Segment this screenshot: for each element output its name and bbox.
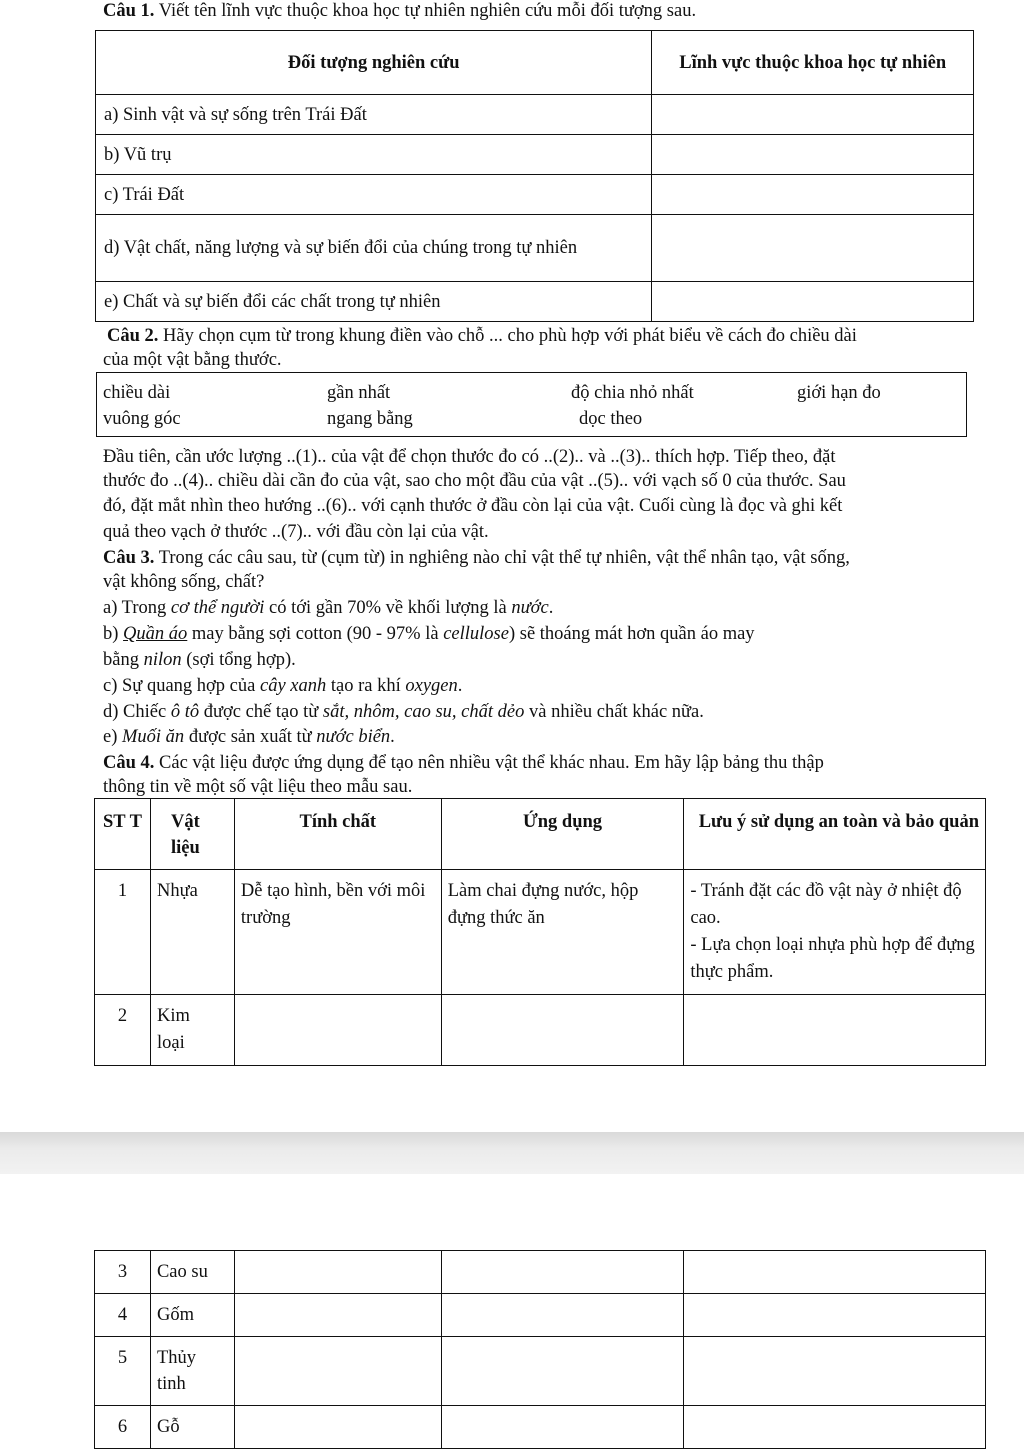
q4-row6-application-cell[interactable] bbox=[441, 1406, 684, 1449]
q2-paragraph-line: thước đo ..(4).. chiều dài cần đo của vật, sao cho một đầu của vật ..(5).. với vạch số 0 của thước. Sau bbox=[103, 471, 846, 491]
q1-answer-cell-b[interactable] bbox=[652, 135, 974, 175]
q1-col-object: Đối tượng nghiên cứu bbox=[96, 31, 652, 95]
word-option: ngang bằng bbox=[327, 409, 413, 429]
table-row bbox=[96, 282, 974, 322]
q3-item-a: a) Trong cơ thể người có tới gần 70% về khối lượng là nước. bbox=[103, 598, 554, 618]
q4-row5-stt: 5 bbox=[95, 1337, 151, 1406]
table-row bbox=[95, 1406, 986, 1449]
table-row bbox=[96, 215, 974, 282]
q1-answer-cell-e[interactable] bbox=[652, 282, 974, 322]
table-row bbox=[95, 995, 986, 1066]
q4-prompt-text: Các vật liệu được ứng dụng để tạo nên nhiều vật thể khác nhau. Em hãy lập bảng thu thập bbox=[154, 753, 824, 773]
q1-object-b: b) Vũ trụ bbox=[96, 135, 652, 175]
q3-item-c: c) Sự quang hợp của cây xanh tạo ra khí oxygen. bbox=[103, 676, 463, 696]
q2-word-box bbox=[96, 372, 967, 437]
q4-row1-stt: 1 bbox=[95, 870, 151, 995]
q4-row1-safety-note: - Lựa chọn loại nhựa phù hợp để đựng thực phẩm. bbox=[690, 935, 975, 982]
q1-col-field: Lĩnh vực thuộc khoa học tự nhiên bbox=[652, 31, 974, 95]
q2-prompt-line1 bbox=[107, 324, 857, 348]
q2-paragraph-line: Đầu tiên, cần ước lượng ..(1).. của vật để chọn thước đo có ..(2).. và ..(3).. thích hợp. Tiếp theo, đặt bbox=[103, 447, 836, 467]
q4-row2-stt: 2 bbox=[95, 995, 151, 1066]
q1-answer-cell-a[interactable] bbox=[652, 95, 974, 135]
q1-object-e: e) Chất và sự biến đổi các chất trong tự nhiên bbox=[96, 282, 652, 322]
q4-row1-application: Làm chai đựng nước, hộp đựng thức ăn bbox=[441, 870, 684, 995]
q3-item-b-cont: bằng nilon (sợi tổng hợp). bbox=[103, 650, 296, 670]
q4-prompt-line2: thông tin về một số vật liệu theo mẫu sau. bbox=[103, 777, 413, 797]
q4-row3-safety-cell[interactable] bbox=[684, 1251, 986, 1294]
q3-label: Câu 3. bbox=[103, 548, 155, 568]
q4-table-continued bbox=[94, 1250, 986, 1449]
q2-label: Câu 2. bbox=[107, 326, 159, 346]
q4-row6-material: Gỗ bbox=[150, 1406, 234, 1449]
q4-label: Câu 4. bbox=[103, 753, 155, 773]
q4-row5-application-cell[interactable] bbox=[441, 1337, 684, 1406]
q4-row1-property: Dễ tạo hình, bền với môi trường bbox=[234, 870, 441, 995]
q3-item-e: e) Muối ăn được sản xuất từ nước biển. bbox=[103, 727, 395, 747]
q1-table bbox=[95, 30, 974, 322]
q4-row4-stt: 4 bbox=[95, 1294, 151, 1337]
q4-row3-property-cell[interactable] bbox=[234, 1251, 441, 1294]
q3-prompt-line1 bbox=[103, 546, 850, 570]
q1-heading bbox=[103, 0, 696, 23]
document-page-2 bbox=[0, 1174, 1024, 1449]
q4-row1-safety bbox=[684, 870, 986, 995]
q4-col-stt: ST T bbox=[95, 799, 151, 870]
q1-answer-cell-d[interactable] bbox=[652, 215, 974, 282]
q2-prompt-line2: của một vật bằng thước. bbox=[103, 350, 282, 370]
q4-row4-property-cell[interactable] bbox=[234, 1294, 441, 1337]
q4-prompt-line1 bbox=[103, 751, 824, 775]
q4-row1-safety-note: - Tránh đặt các đồ vật này ở nhiệt độ cao. bbox=[690, 881, 962, 928]
table-row bbox=[95, 1294, 986, 1337]
q4-row4-safety-cell[interactable] bbox=[684, 1294, 986, 1337]
q3-prompt-text: Trong các câu sau, từ (cụm từ) in nghiêng nào chỉ vật thể tự nhiên, vật thể nhân tạo, vật sống, bbox=[154, 548, 850, 568]
q2-prompt-text: Hãy chọn cụm từ trong khung điền vào chỗ ... cho phù hợp với phát biểu về cách đo chiều dài bbox=[158, 326, 857, 346]
q4-col-property: Tính chất bbox=[234, 799, 441, 870]
q4-row4-application-cell[interactable] bbox=[441, 1294, 684, 1337]
word-option: độ chia nhỏ nhất bbox=[571, 383, 694, 403]
word-option: chiều dài bbox=[103, 383, 171, 403]
q1-table-header bbox=[96, 31, 974, 95]
q1-object-a: a) Sinh vật và sự sống trên Trái Đất bbox=[96, 95, 652, 135]
q4-row4-material: Gốm bbox=[150, 1294, 234, 1337]
q1-answer-cell-c[interactable] bbox=[652, 175, 974, 215]
q1-label: Câu 1. bbox=[103, 1, 155, 21]
q4-row3-material: Cao su bbox=[150, 1251, 234, 1294]
q1-object-c: c) Trái Đất bbox=[96, 175, 652, 215]
q4-table-header bbox=[95, 799, 986, 870]
q4-row2-safety-cell[interactable] bbox=[684, 995, 986, 1066]
q2-paragraph-line: đó, đặt mắt nhìn theo hướng ..(6).. với cạnh thước ở đầu còn lại của vật. Cuối cùng là đọc và ghi kết bbox=[103, 496, 843, 516]
q4-row2-material: Kim loại bbox=[150, 995, 234, 1066]
q4-row1-material: Nhựa bbox=[150, 870, 234, 995]
q4-row6-stt: 6 bbox=[95, 1406, 151, 1449]
q4-row5-safety-cell[interactable] bbox=[684, 1337, 986, 1406]
page-separator bbox=[0, 1132, 1024, 1174]
word-option: vuông góc bbox=[103, 409, 181, 429]
q4-row5-property-cell[interactable] bbox=[234, 1337, 441, 1406]
q4-col-application: Ứng dụng bbox=[441, 799, 684, 870]
word-option: dọc theo bbox=[579, 409, 643, 429]
q4-col-safety: Lưu ý sử dụng an toàn và bảo quản bbox=[684, 799, 986, 870]
q4-row2-property-cell[interactable] bbox=[234, 995, 441, 1066]
word-option: giới hạn đo bbox=[797, 383, 881, 403]
word-option: gần nhất bbox=[327, 383, 391, 403]
q4-row2-application-cell[interactable] bbox=[441, 995, 684, 1066]
q4-row5-material: Thủy tinh bbox=[150, 1337, 234, 1406]
q3-item-b: b) Quần áo may bằng sợi cotton (90 - 97% là cellulose) sẽ thoáng mát hơn quần áo may bbox=[103, 624, 755, 644]
table-row bbox=[96, 135, 974, 175]
table-row bbox=[95, 1337, 986, 1406]
q3-prompt-line2: vật không sống, chất? bbox=[103, 572, 265, 592]
q2-paragraph-line: quả theo vạch ở thước ..(7).. với đầu còn lại của vật. bbox=[103, 522, 489, 542]
table-row bbox=[95, 870, 986, 995]
q3-item-d: d) Chiếc ô tô được chế tạo từ sắt, nhôm, cao su, chất dẻo và nhiều chất khác nữa. bbox=[103, 702, 704, 722]
table-row bbox=[96, 95, 974, 135]
q1-text: Viết tên lĩnh vực thuộc khoa học tự nhiên nghiên cứu mỗi đối tượng sau. bbox=[154, 1, 697, 21]
q4-row6-property-cell[interactable] bbox=[234, 1406, 441, 1449]
table-row bbox=[95, 1251, 986, 1294]
q4-row3-stt: 3 bbox=[95, 1251, 151, 1294]
q4-row6-safety-cell[interactable] bbox=[684, 1406, 986, 1449]
q1-object-d: d) Vật chất, năng lượng và sự biến đổi của chúng trong tự nhiên bbox=[96, 215, 652, 282]
table-row bbox=[96, 175, 974, 215]
q4-col-material: Vật liệu bbox=[150, 799, 234, 870]
q4-table bbox=[94, 798, 986, 1066]
q4-row3-application-cell[interactable] bbox=[441, 1251, 684, 1294]
